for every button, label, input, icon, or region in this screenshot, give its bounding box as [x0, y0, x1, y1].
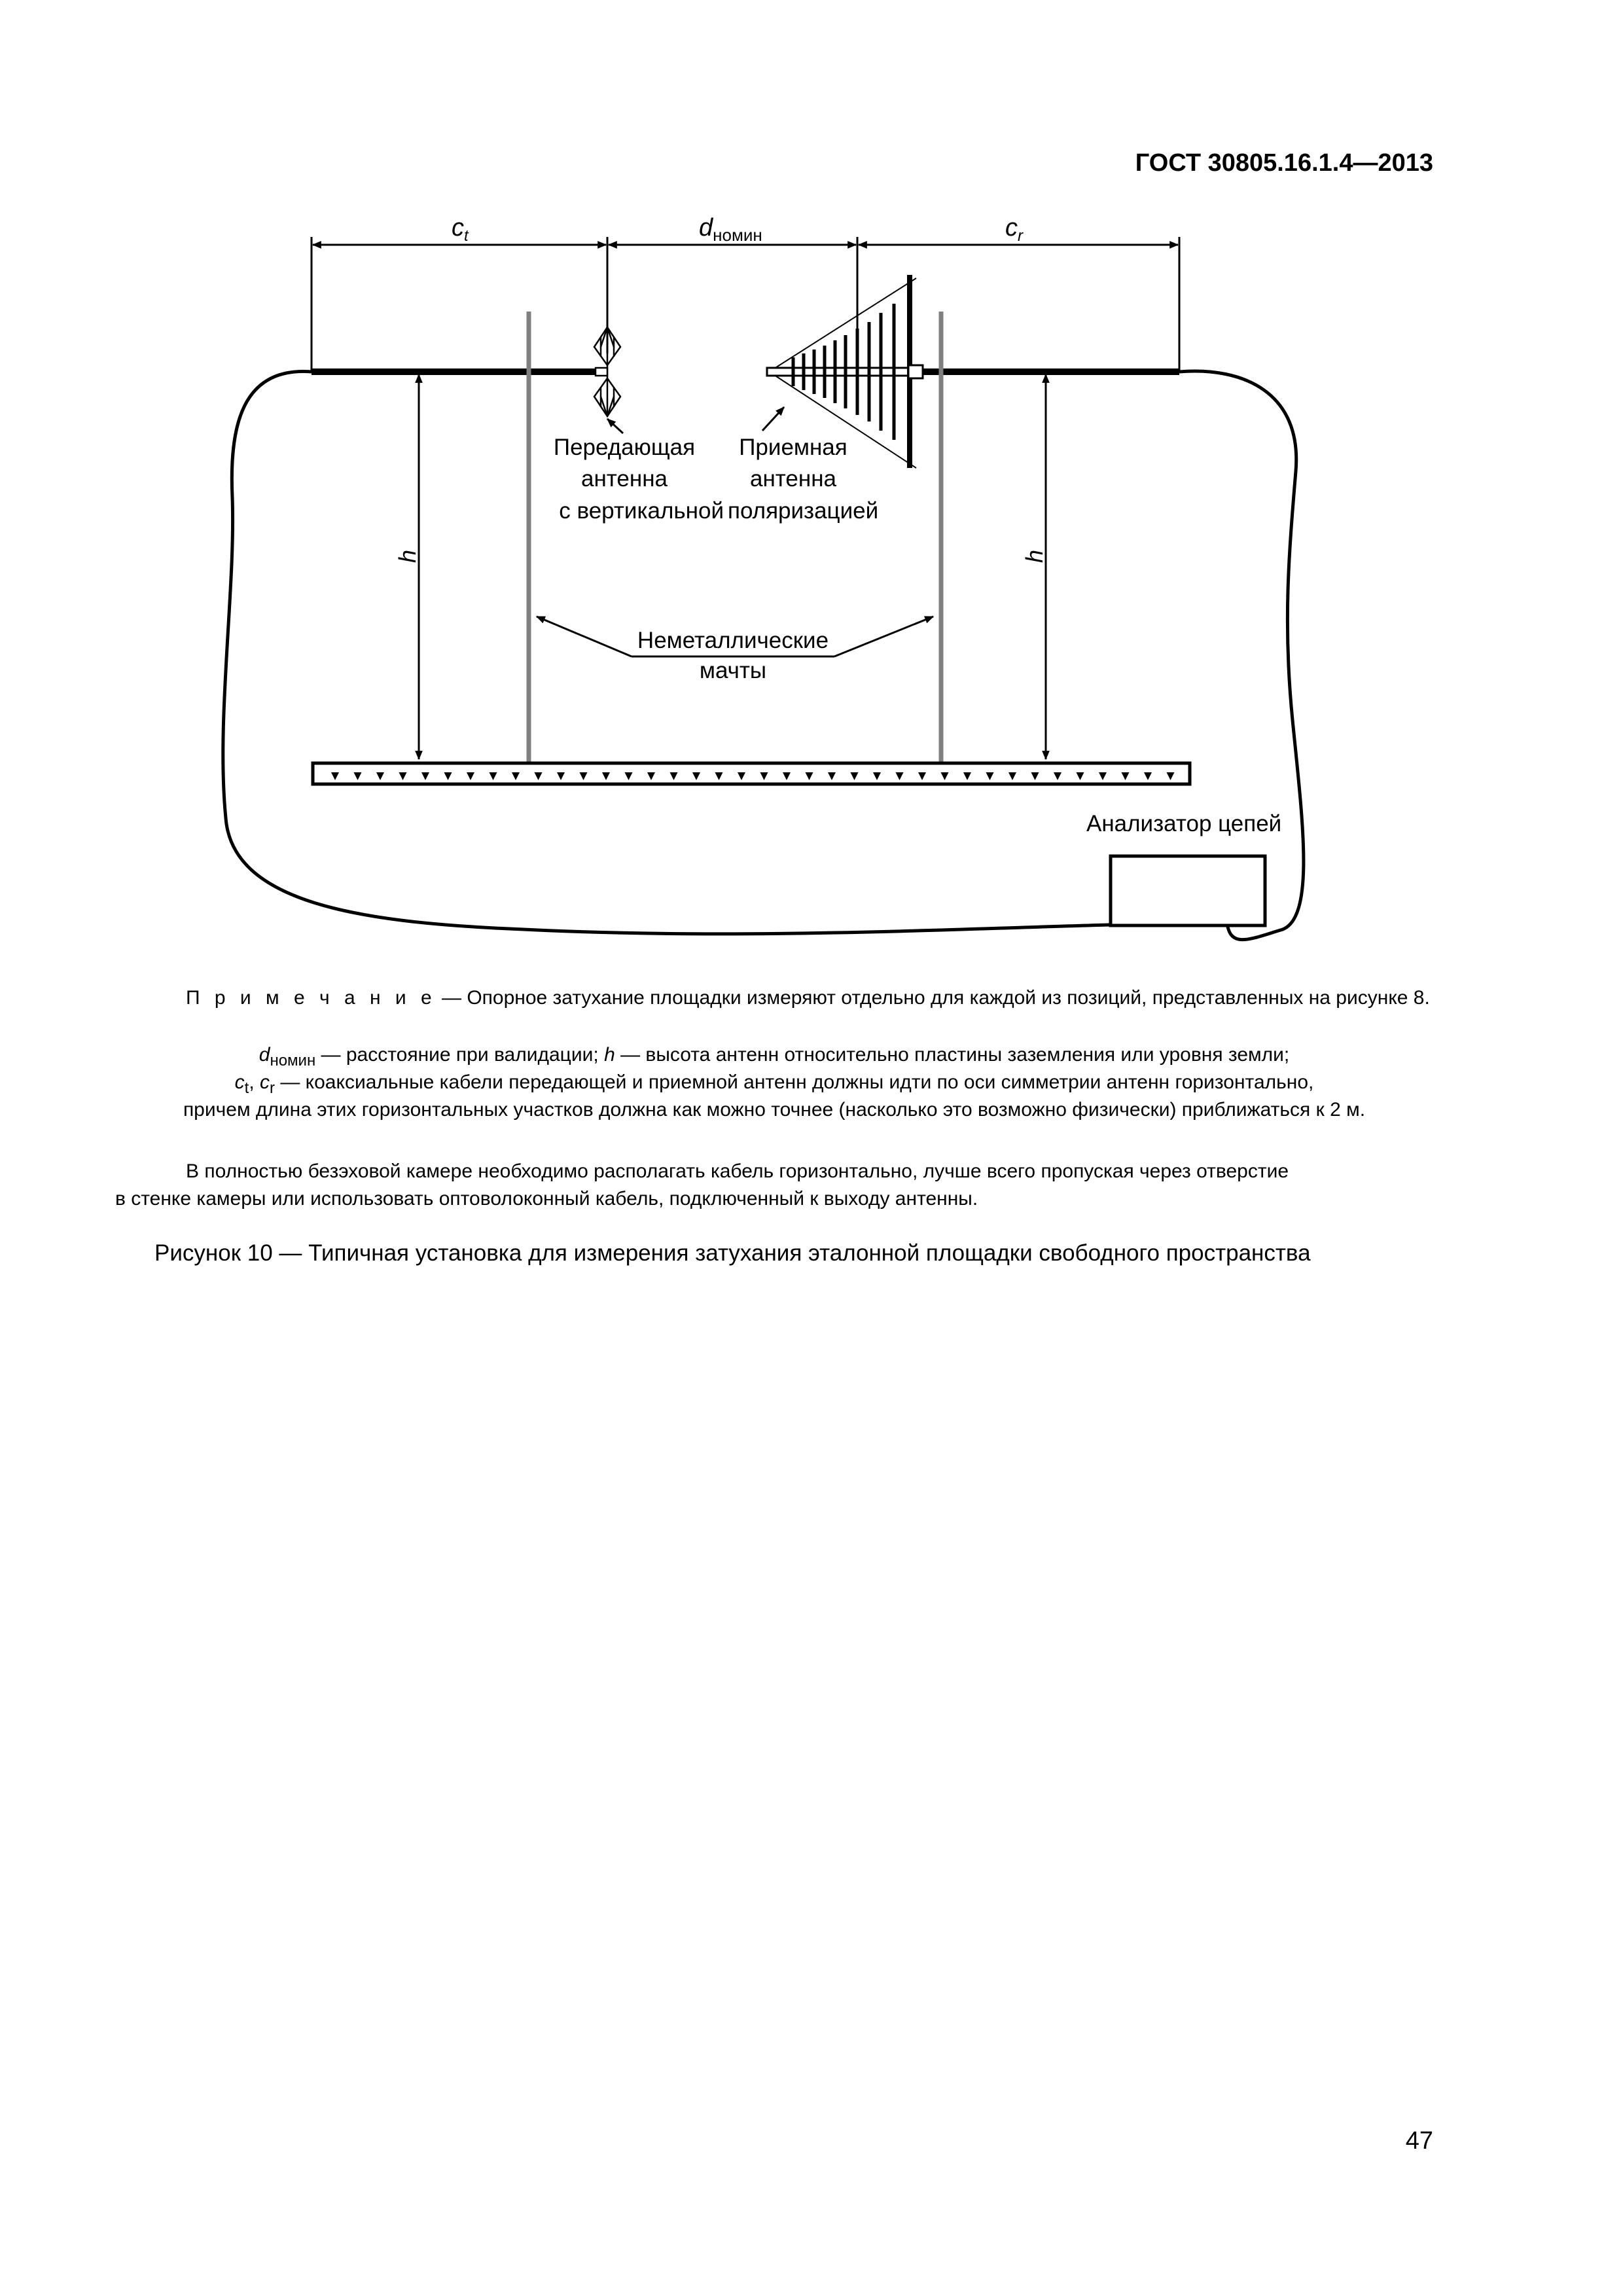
masts-label-1: Неметаллические	[637, 628, 829, 653]
figure-caption: Рисунок 10 — Типичная установка для измерения затухания эталонной площадки свободного пространства	[154, 1240, 1311, 1266]
page-number: 47	[1405, 2127, 1433, 2155]
def-h-text: — высота антенн относительно пластины заземления или уровня земли;	[615, 1044, 1290, 1066]
ground-plane	[313, 763, 1190, 784]
label-dnom: $d_{номин}$	[699, 214, 762, 245]
def-h-symbol: h	[604, 1044, 615, 1066]
polarization-label-right: поляризацией	[728, 498, 879, 524]
anechoic-note-line-1: В полностью безэховой камере необходимо располагать кабель горизонтально, лучше всего пропуская через отверстие	[186, 1160, 1289, 1182]
note-text: — Опорное затухание площадки измеряют отдельно для каждой из позиций, представленных на рисунке 8.	[436, 987, 1430, 1009]
test-setup-figure	[0, 0, 1623, 982]
height-dimensions	[419, 374, 1046, 759]
def-d-subscript: номин	[270, 1052, 316, 1069]
def-comma: ,	[249, 1071, 260, 1093]
antenna-leaders	[607, 407, 784, 433]
analyzer-label: Анализатор цепей	[1086, 811, 1282, 836]
def-ct-subscript: t	[244, 1079, 249, 1097]
label-h-left: h	[394, 549, 421, 563]
anechoic-note-line-2: в стенке камеры или использовать оптоволоконный кабель, подключенный к выходу антенны.	[115, 1188, 978, 1210]
def-cr-subscript: r	[269, 1079, 275, 1097]
polarization-label-left: с вертикальной	[559, 498, 724, 524]
note-label: П р и м е ч а н и е	[186, 987, 437, 1009]
def-d-symbol: d	[259, 1044, 270, 1066]
network-analyzer	[1111, 856, 1265, 925]
definitions-line-3: причем длина этих горизонтальных участков должна как можно точнее (насколько это возможно физически) приближаться к 2 м.	[183, 1099, 1366, 1121]
tx-antenna-label-1: Передающая	[553, 435, 696, 460]
transmit-antenna	[594, 327, 620, 416]
figure-note	[186, 985, 1436, 1011]
def-d-text: — расстояние при валидации;	[315, 1044, 605, 1066]
rx-antenna-label-2: антенна	[749, 466, 837, 492]
label-cr: $c_r$	[1005, 214, 1023, 245]
dimension-lines	[312, 237, 1179, 372]
masts-label-2: мачты	[699, 658, 767, 683]
def-cr-symbol: c	[259, 1071, 270, 1093]
def-ct-symbol: c	[234, 1071, 245, 1093]
label-h-right: h	[1021, 549, 1048, 563]
rx-antenna-label-1: Приемная	[739, 435, 847, 460]
def-c-text: — коаксиальные кабели передающей и приемной антенн должны идти по оси симметрии антенн горизонтально,	[274, 1071, 1314, 1093]
tx-antenna-label-2: антенна	[580, 466, 668, 492]
standard-code: ГОСТ 30805.16.1.4—2013	[1135, 149, 1433, 177]
label-ct: $c_t$	[452, 214, 469, 245]
